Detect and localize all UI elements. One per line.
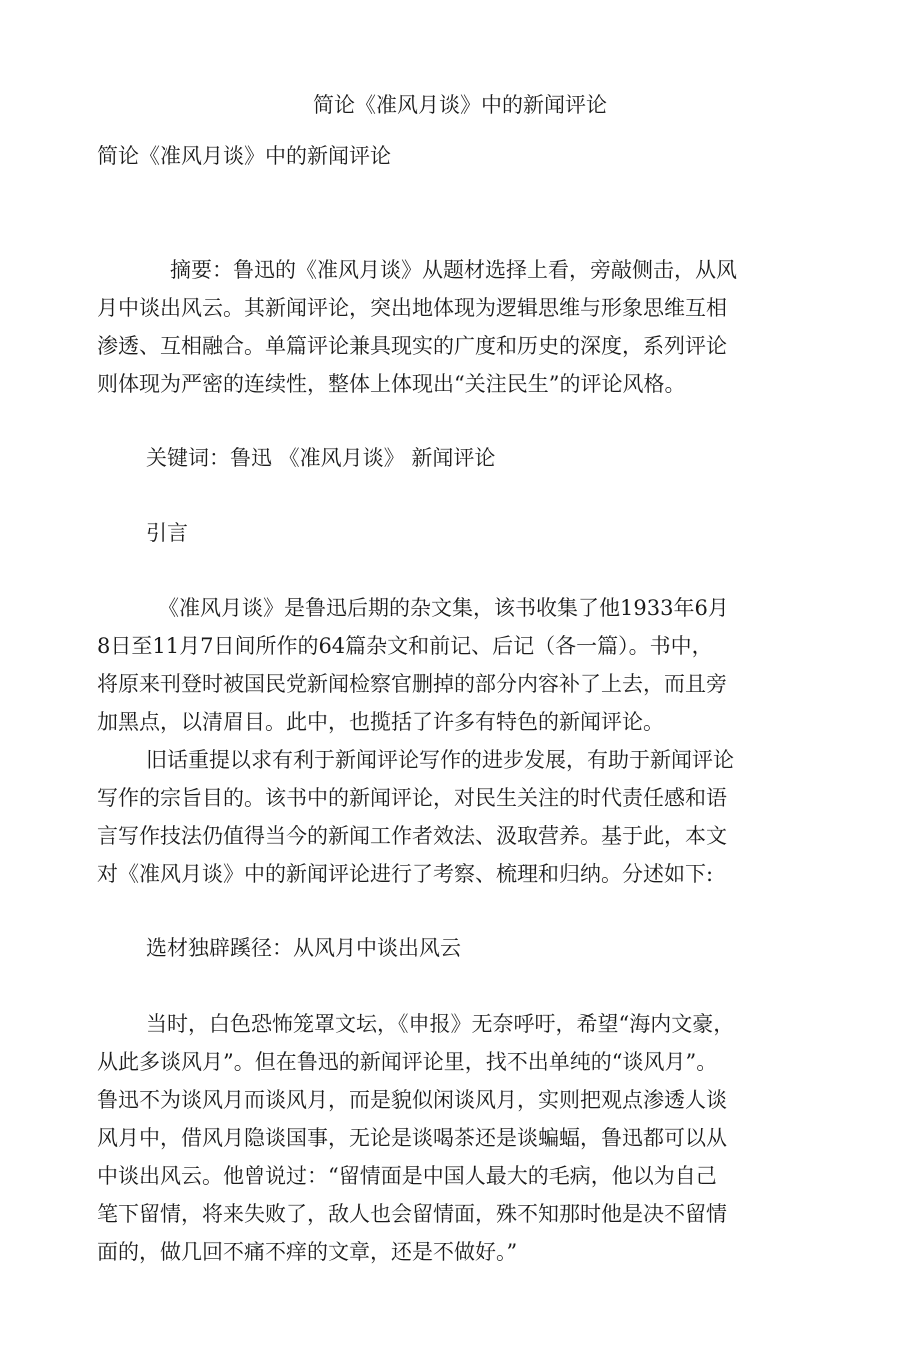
section-para1-line-7: 面的，做几回不痛不痒的文章，还是不做好。” [97, 1240, 518, 1264]
section-para1-line-4: 风月中，借风月隐谈国事，无论是谈喝茶还是谈蝙蝠，鲁迅都可以从 [97, 1126, 727, 1150]
document-title-left: 简论《准风月谈》中的新闻评论 [97, 144, 391, 168]
intro-para1-line-2: 8日至11月7日间所作的64篇杂文和前记、后记（各一篇）。书中， [97, 634, 713, 658]
abstract-line-3: 渗透、互相融合。单篇评论兼具现实的广度和历史的深度，系列评论 [97, 334, 727, 358]
intro-para2-line-3: 言写作技法仍值得当今的新闻工作者效法、汲取营养。基于此，本文 [97, 824, 727, 848]
section-para1-line-1: 当时，白色恐怖笼罩文坛，《申报》无奈呼吁，希望“海内文豪， [146, 1012, 735, 1036]
section-para1-line-2: 从此多谈风月”。但在鲁迅的新闻评论里，找不出单纯的“谈风月”。 [97, 1050, 718, 1074]
intro-para2-line-2: 写作的宗旨目的。该书中的新闻评论，对民生关注的时代责任感和语 [97, 786, 727, 810]
abstract-line-2: 月中谈出风云。其新闻评论，突出地体现为逻辑思维与形象思维互相 [97, 296, 727, 320]
document-title-centered [0, 92, 920, 118]
section-para1-line-3: 鲁迅不为谈风月而谈风月，而是貌似闲谈风月，实则把观点渗透人谈 [97, 1088, 727, 1112]
section-para1-line-5: 中谈出风云。他曾说过：“留情面是中国人最大的毛病，他以为自己 [97, 1164, 717, 1188]
section-para1-line-6: 笔下留情，将来失败了，敌人也会留情面，殊不知那时他是决不留情 [97, 1202, 727, 1226]
intro-para1-line-4: 加黑点，以清眉目。此中，也揽括了许多有特色的新闻评论。 [97, 710, 664, 734]
section-heading: 选材独辟蹊径：从风月中谈出风云 [146, 936, 461, 960]
intro-para1-line-1: 《准风月谈》是鲁迅后期的杂文集，该书收集了他1933年6月 [158, 596, 729, 620]
intro-heading: 引言 [146, 521, 188, 545]
abstract-line-1: 摘要：鲁迅的《准风月谈》从题材选择上看，旁敲侧击，从风 [170, 258, 737, 282]
intro-para1-line-3: 将原来刊登时被国民党新闻检察官删掉的部分内容补了上去，而且旁 [97, 672, 727, 696]
abstract-line-4: 则体现为严密的连续性，整体上体现出“关注民生”的评论风格。 [97, 372, 686, 396]
keywords-line: 关键词：鲁迅 《准风月谈》 新闻评论 [146, 446, 496, 470]
title-text: 简论《准风月谈》中的新闻评论 [313, 93, 607, 117]
intro-para2-line-4: 对《准风月谈》中的新闻评论进行了考察、梳理和归纳。分述如下: [97, 862, 714, 886]
intro-para2-line-1: 旧话重提以求有利于新闻评论写作的进步发展，有助于新闻评论 [146, 748, 734, 772]
